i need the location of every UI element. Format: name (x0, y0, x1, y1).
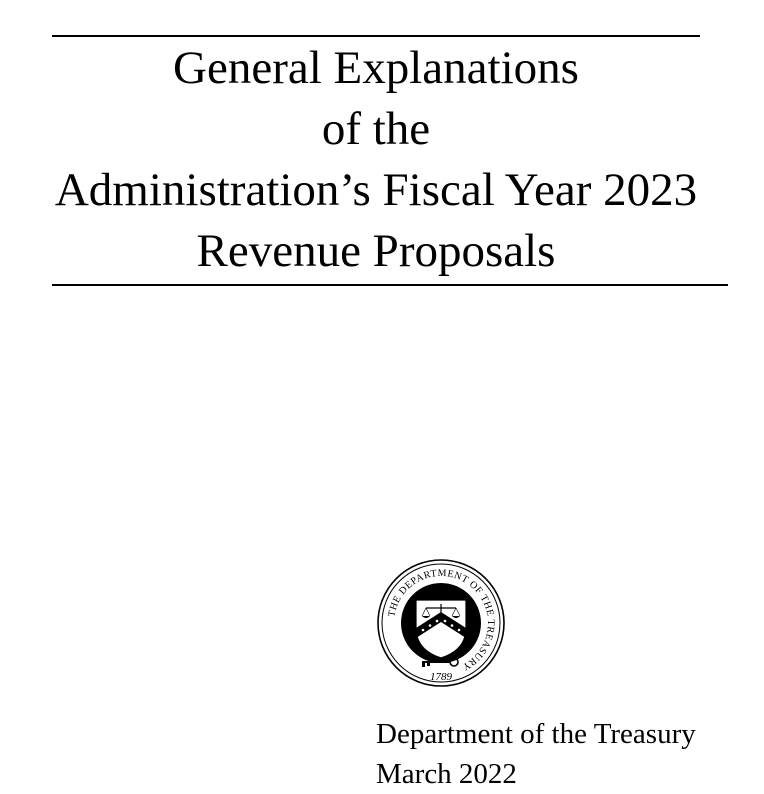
document-title (0, 38, 752, 282)
title-line-2: of the (321, 103, 431, 155)
treasury-seal-icon (376, 558, 506, 688)
top-rule (52, 35, 700, 37)
title-line-4: Revenue Proposals (196, 225, 556, 277)
issue-date: March 2022 (376, 758, 517, 790)
issuer-name: Department of the Treasury (376, 718, 696, 750)
title-line-3: Administration’s Fiscal Year 2023 (54, 164, 698, 216)
seal-ring-text: THE DEPARTMENT OF THE TREASURY (386, 567, 497, 673)
bottom-rule (52, 284, 728, 286)
title-line-1: General Explanations (173, 42, 579, 94)
seal-year: 1789 (430, 671, 452, 683)
issuer-block (376, 714, 696, 794)
